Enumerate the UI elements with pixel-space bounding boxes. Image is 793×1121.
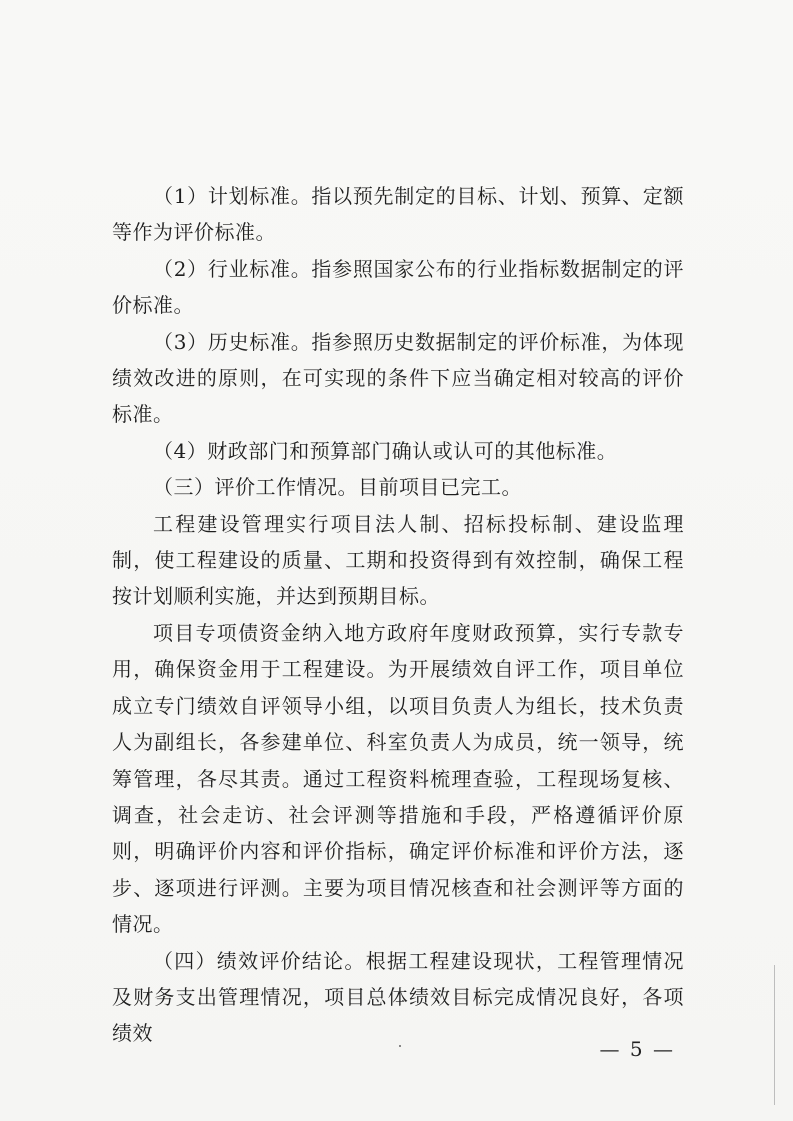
paragraph-industry-standard: （2）行业标准。指参照国家公布的行业指标数据制定的评价标准。: [112, 256, 684, 318]
scan-edge-line: [774, 965, 775, 1105]
paragraph-evaluation-work: （三）评价工作情况。目前项目已完工。: [153, 475, 522, 500]
paragraph-planning-standard: （1）计划标准。指以预先制定的目标、计划、预算、定额等作为评价标准。: [112, 184, 684, 245]
paragraph-historical-standard: （3）历史标准。指参照历史数据制定的评价标准，为体现绩效改进的原则，在可实现的条件下应当确定相对较高的评价标准。: [112, 329, 684, 427]
paragraph-other-standard: （4）财政部门和预算部门确认或认可的其他标准。: [153, 438, 618, 463]
paragraph-special-bond-funds: 项目专项债资金纳入地方政府年度财政预算，实行专款专用，确保资金用于工程建设。为开展绩效自评工作，项目单位成立专门绩效自评领导小组，以项目负责人为组长，技术负责人为副组长，各参建单位、科室负责人为成员，统一领导，统筹管理，各尽其责。通过工程资料梳理查验，工程现场复核、调查，社会走访、社会评测等措施和手段，严格遵循评价原则，明确评价内容和评价指标，确定评价标准和评价方法，逐步、逐项进行评测。主要为项目情况核查和社会测评等方面的情况。: [112, 620, 684, 937]
document-body: [112, 178, 684, 1052]
paragraph-construction-management: 工程建设管理实行项目法人制、招标投标制、建设监理制，使工程建设的质量、工期和投资得到有效控制，确保工程按计划顺利实施，并达到预期目标。: [112, 511, 684, 609]
scan-speck: [399, 1045, 401, 1047]
paragraph-performance-conclusion: （四）绩效评价结论。根据工程建设现状，工程管理情况及财务支出管理情况，项目总体绩效目标完成情况良好，各项绩效: [112, 948, 684, 1046]
page-number: — 5 —: [599, 1037, 675, 1061]
